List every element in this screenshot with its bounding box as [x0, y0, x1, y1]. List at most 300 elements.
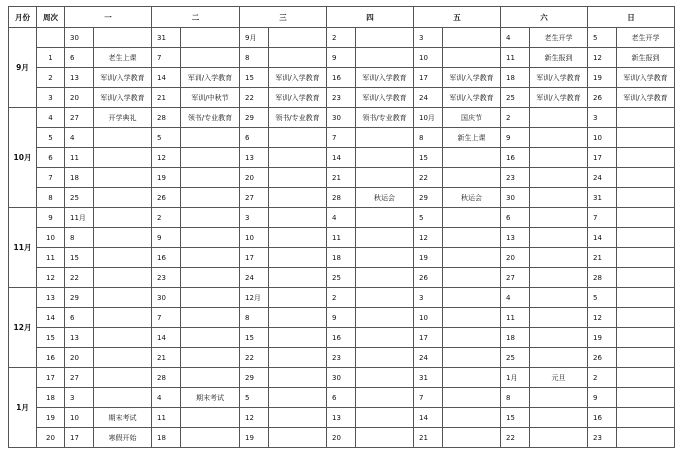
- day-event: [443, 408, 501, 428]
- day-event: [356, 48, 414, 68]
- day-number: 29: [414, 188, 443, 208]
- day-event: [443, 328, 501, 348]
- day-event: [269, 188, 327, 208]
- day-number: 7: [152, 308, 181, 328]
- day-event: [269, 128, 327, 148]
- day-event: 军训/入学教育: [356, 68, 414, 88]
- day-event: [94, 308, 152, 328]
- day-event: [530, 388, 588, 408]
- day-event: [94, 128, 152, 148]
- day-number: 4: [501, 28, 530, 48]
- day-event: [617, 368, 675, 388]
- day-event: [94, 248, 152, 268]
- day-number: 2: [588, 368, 617, 388]
- day-number: 17: [588, 148, 617, 168]
- day-number: 26: [152, 188, 181, 208]
- day-number: 15: [65, 248, 94, 268]
- day-event: 领书/专业教育: [181, 108, 240, 128]
- day-event: 秋运会: [443, 188, 501, 208]
- day-event: 领书/专业教育: [356, 108, 414, 128]
- month-label: 10月: [9, 108, 37, 208]
- week-number: 12: [37, 268, 65, 288]
- week-row: [9, 208, 675, 228]
- week-row: [9, 328, 675, 348]
- day-number: 9月: [240, 28, 269, 48]
- day-event: 军训/入学教育: [269, 88, 327, 108]
- day-number: 25: [65, 188, 94, 208]
- day-number: 9: [588, 388, 617, 408]
- day-event: 期末考试: [94, 408, 152, 428]
- day-event: [617, 428, 675, 448]
- day-event: [443, 248, 501, 268]
- week-number: 8: [37, 188, 65, 208]
- day-event: 军训/入学教育: [617, 88, 675, 108]
- day-number: 27: [501, 268, 530, 288]
- day-event: [269, 388, 327, 408]
- day-event: [443, 308, 501, 328]
- day-number: 24: [588, 168, 617, 188]
- day-event: [356, 368, 414, 388]
- week-number: 17: [37, 368, 65, 388]
- week-row: [9, 248, 675, 268]
- day-event: [269, 208, 327, 228]
- day-number: 5: [588, 28, 617, 48]
- day-event: [530, 168, 588, 188]
- day-number: 18: [501, 68, 530, 88]
- day-number: 18: [152, 428, 181, 448]
- day-event: 军训/入学教育: [443, 68, 501, 88]
- day-number: 6: [327, 388, 356, 408]
- day-event: 新生上课: [443, 128, 501, 148]
- day-number: 14: [414, 408, 443, 428]
- day-number: 2: [327, 288, 356, 308]
- day-number: 10: [414, 308, 443, 328]
- week-row: [9, 308, 675, 328]
- day-event: [181, 208, 240, 228]
- day-event: [530, 208, 588, 228]
- week-number: 7: [37, 168, 65, 188]
- day-number: 20: [240, 168, 269, 188]
- day-event: [356, 248, 414, 268]
- day-event: [617, 248, 675, 268]
- day-number: 30: [327, 368, 356, 388]
- day-number: 16: [152, 248, 181, 268]
- day-event: [443, 348, 501, 368]
- day-event: [530, 248, 588, 268]
- day-number: 9: [327, 48, 356, 68]
- day-event: [181, 48, 240, 68]
- day-number: 22: [240, 88, 269, 108]
- day-event: [530, 228, 588, 248]
- day-event: [443, 168, 501, 188]
- day-number: 3: [240, 208, 269, 228]
- day-event: [443, 228, 501, 248]
- day-number: 10月: [414, 108, 443, 128]
- day-number: 22: [65, 268, 94, 288]
- day-number: 15: [240, 328, 269, 348]
- day-number: 24: [240, 268, 269, 288]
- day-number: 16: [327, 68, 356, 88]
- day-event: [94, 328, 152, 348]
- day-event: [617, 168, 675, 188]
- week-number: 5: [37, 128, 65, 148]
- day-number: 11: [152, 408, 181, 428]
- day-number: 7: [327, 128, 356, 148]
- day-event: 军训/入学教育: [443, 88, 501, 108]
- day-event: [356, 428, 414, 448]
- day-number: 11: [501, 48, 530, 68]
- day-event: [94, 368, 152, 388]
- day-number: 22: [501, 428, 530, 448]
- day-event: 军训/中秋节: [181, 88, 240, 108]
- day-event: 领书/专业教育: [269, 108, 327, 128]
- day-event: [356, 288, 414, 308]
- day-number: 31: [588, 188, 617, 208]
- day-event: 老生开学: [530, 28, 588, 48]
- day-number: 2: [152, 208, 181, 228]
- week-number: 10: [37, 228, 65, 248]
- day-event: [181, 368, 240, 388]
- day-number: 29: [240, 108, 269, 128]
- day-event: [269, 268, 327, 288]
- day-event: [356, 348, 414, 368]
- day-event: 国庆节: [443, 108, 501, 128]
- day-event: [181, 288, 240, 308]
- day-number: 12: [588, 308, 617, 328]
- day-number: 13: [65, 68, 94, 88]
- day-event: 秋运会: [356, 188, 414, 208]
- day-event: [269, 228, 327, 248]
- day-number: 28: [152, 108, 181, 128]
- month-label: 1月: [9, 368, 37, 448]
- day-number: 16: [588, 408, 617, 428]
- day-number: 5: [414, 208, 443, 228]
- day-event: [530, 268, 588, 288]
- day-event: [443, 368, 501, 388]
- day-number: 11: [65, 148, 94, 168]
- day-event: [181, 248, 240, 268]
- day-number: 6: [501, 208, 530, 228]
- day-number: 7: [152, 48, 181, 68]
- day-event: [94, 208, 152, 228]
- day-number: 26: [588, 348, 617, 368]
- day-number: 20: [501, 248, 530, 268]
- day-number: 20: [65, 348, 94, 368]
- day-number: 10: [65, 408, 94, 428]
- day-event: [356, 408, 414, 428]
- day-event: [181, 168, 240, 188]
- header-fri: 五: [414, 7, 501, 28]
- day-event: 老生开学: [617, 28, 675, 48]
- day-number: 10: [588, 128, 617, 148]
- week-row: [9, 408, 675, 428]
- day-number: 6: [65, 48, 94, 68]
- day-event: [269, 148, 327, 168]
- day-number: 25: [327, 268, 356, 288]
- header-month: 月份: [9, 7, 37, 28]
- week-row: [9, 168, 675, 188]
- header-sun: 日: [588, 7, 675, 28]
- header-row: [9, 7, 675, 28]
- day-number: 19: [240, 428, 269, 448]
- day-number: 17: [414, 68, 443, 88]
- day-event: [269, 28, 327, 48]
- day-number: 19: [588, 68, 617, 88]
- day-number: 27: [65, 108, 94, 128]
- day-number: 23: [327, 348, 356, 368]
- school-calendar-table: [8, 6, 675, 448]
- day-number: 13: [327, 408, 356, 428]
- day-event: 新生报到: [530, 48, 588, 68]
- day-event: [356, 308, 414, 328]
- day-event: [181, 28, 240, 48]
- month-label: 12月: [9, 288, 37, 368]
- week-row: [9, 188, 675, 208]
- week-number: 11: [37, 248, 65, 268]
- week-number: 3: [37, 88, 65, 108]
- day-event: [181, 228, 240, 248]
- day-event: 老生上课: [94, 48, 152, 68]
- day-number: 28: [152, 368, 181, 388]
- day-number: 5: [152, 128, 181, 148]
- day-number: 7: [414, 388, 443, 408]
- day-event: [181, 428, 240, 448]
- day-number: 28: [327, 188, 356, 208]
- day-number: 14: [327, 148, 356, 168]
- day-number: 11: [327, 228, 356, 248]
- day-event: [269, 428, 327, 448]
- week-row: [9, 48, 675, 68]
- day-number: 18: [327, 248, 356, 268]
- day-number: 9: [501, 128, 530, 148]
- day-number: 4: [327, 208, 356, 228]
- day-number: 3: [588, 108, 617, 128]
- day-event: [530, 408, 588, 428]
- day-number: 23: [152, 268, 181, 288]
- header-tue: 二: [152, 7, 240, 28]
- day-number: 21: [152, 88, 181, 108]
- day-number: 10: [240, 228, 269, 248]
- day-event: [181, 268, 240, 288]
- day-event: [356, 128, 414, 148]
- day-event: [530, 308, 588, 328]
- day-number: 23: [501, 168, 530, 188]
- week-row: [9, 368, 675, 388]
- day-number: 26: [414, 268, 443, 288]
- day-event: [269, 328, 327, 348]
- day-event: [530, 128, 588, 148]
- week-row: [9, 108, 675, 128]
- day-number: 9: [152, 228, 181, 248]
- week-row: [9, 268, 675, 288]
- day-event: 开学典礼: [94, 108, 152, 128]
- day-event: [94, 168, 152, 188]
- day-number: 30: [65, 28, 94, 48]
- day-event: 军训/入学教育: [530, 68, 588, 88]
- week-row: [9, 428, 675, 448]
- week-row: [9, 28, 675, 48]
- week-number: 9: [37, 208, 65, 228]
- day-number: 1月: [501, 368, 530, 388]
- week-number: 18: [37, 388, 65, 408]
- day-event: [269, 368, 327, 388]
- day-event: [181, 128, 240, 148]
- day-event: [530, 348, 588, 368]
- day-number: 23: [588, 428, 617, 448]
- day-event: [617, 208, 675, 228]
- day-number: 9: [327, 308, 356, 328]
- day-number: 8: [501, 388, 530, 408]
- day-event: [94, 188, 152, 208]
- day-event: [94, 148, 152, 168]
- day-number: 5: [240, 388, 269, 408]
- day-number: 7: [588, 208, 617, 228]
- day-event: [356, 328, 414, 348]
- day-event: [530, 288, 588, 308]
- day-number: 17: [414, 328, 443, 348]
- day-event: 军训/入学教育: [94, 68, 152, 88]
- day-event: [94, 268, 152, 288]
- day-number: 30: [501, 188, 530, 208]
- day-number: 19: [414, 248, 443, 268]
- week-number: 13: [37, 288, 65, 308]
- day-event: [443, 288, 501, 308]
- day-number: 14: [152, 68, 181, 88]
- day-event: [269, 288, 327, 308]
- day-number: 12: [152, 148, 181, 168]
- day-event: [181, 328, 240, 348]
- day-number: 18: [501, 328, 530, 348]
- day-number: 13: [501, 228, 530, 248]
- day-number: 21: [414, 428, 443, 448]
- day-number: 14: [588, 228, 617, 248]
- day-number: 8: [65, 228, 94, 248]
- day-number: 12: [240, 408, 269, 428]
- header-wed: 三: [240, 7, 327, 28]
- day-number: 4: [152, 388, 181, 408]
- day-event: [617, 188, 675, 208]
- day-number: 19: [588, 328, 617, 348]
- day-number: 21: [152, 348, 181, 368]
- day-number: 14: [152, 328, 181, 348]
- day-event: [94, 28, 152, 48]
- week-row: [9, 228, 675, 248]
- day-number: 21: [588, 248, 617, 268]
- day-event: [181, 348, 240, 368]
- day-event: 军训/入学教育: [181, 68, 240, 88]
- header-week: 周次: [37, 7, 65, 28]
- day-event: [443, 208, 501, 228]
- day-number: 27: [65, 368, 94, 388]
- day-event: [356, 28, 414, 48]
- day-event: 军训/入学教育: [530, 88, 588, 108]
- day-event: [617, 128, 675, 148]
- day-event: [530, 148, 588, 168]
- day-number: 6: [240, 128, 269, 148]
- day-event: 新生报到: [617, 48, 675, 68]
- day-number: 29: [65, 288, 94, 308]
- day-number: 4: [501, 288, 530, 308]
- day-number: 12: [414, 228, 443, 248]
- week-row: [9, 288, 675, 308]
- day-number: 11月: [65, 208, 94, 228]
- day-event: [181, 408, 240, 428]
- day-event: [443, 268, 501, 288]
- day-number: 15: [414, 148, 443, 168]
- day-event: [617, 268, 675, 288]
- day-event: 军训/入学教育: [356, 88, 414, 108]
- week-number: 15: [37, 328, 65, 348]
- day-number: 22: [414, 168, 443, 188]
- day-number: 25: [501, 88, 530, 108]
- day-event: [269, 168, 327, 188]
- week-row: [9, 148, 675, 168]
- day-event: [356, 228, 414, 248]
- day-event: [269, 48, 327, 68]
- week-number: 4: [37, 108, 65, 128]
- day-number: 15: [501, 408, 530, 428]
- day-number: 22: [240, 348, 269, 368]
- day-event: [94, 288, 152, 308]
- day-event: [356, 208, 414, 228]
- calendar-body: [9, 28, 675, 448]
- day-event: 期末考试: [181, 388, 240, 408]
- day-event: [617, 328, 675, 348]
- day-event: [94, 388, 152, 408]
- day-number: 13: [65, 328, 94, 348]
- day-event: [530, 328, 588, 348]
- week-number: 19: [37, 408, 65, 428]
- week-row: [9, 68, 675, 88]
- day-number: 31: [152, 28, 181, 48]
- day-number: 24: [414, 88, 443, 108]
- day-number: 15: [240, 68, 269, 88]
- month-label: 11月: [9, 208, 37, 288]
- day-event: [530, 188, 588, 208]
- day-event: [181, 308, 240, 328]
- day-event: [617, 228, 675, 248]
- day-event: [181, 188, 240, 208]
- day-number: 31: [414, 368, 443, 388]
- day-number: 16: [327, 328, 356, 348]
- week-row: [9, 388, 675, 408]
- day-number: 6: [65, 308, 94, 328]
- day-event: [617, 408, 675, 428]
- day-number: 3: [414, 288, 443, 308]
- week-number: 6: [37, 148, 65, 168]
- day-event: [269, 248, 327, 268]
- day-number: 23: [327, 88, 356, 108]
- week-number: 16: [37, 348, 65, 368]
- month-label: 9月: [9, 28, 37, 108]
- day-number: 27: [240, 188, 269, 208]
- day-event: [181, 148, 240, 168]
- day-event: [617, 308, 675, 328]
- week-row: [9, 88, 675, 108]
- day-event: [94, 348, 152, 368]
- day-event: 军训/入学教育: [269, 68, 327, 88]
- day-event: [443, 428, 501, 448]
- week-row: [9, 348, 675, 368]
- week-number: 2: [37, 68, 65, 88]
- day-number: 17: [240, 248, 269, 268]
- day-event: [356, 148, 414, 168]
- day-number: 30: [327, 108, 356, 128]
- day-event: [617, 148, 675, 168]
- header-sat: 六: [501, 7, 588, 28]
- day-number: 12月: [240, 288, 269, 308]
- day-number: 16: [501, 148, 530, 168]
